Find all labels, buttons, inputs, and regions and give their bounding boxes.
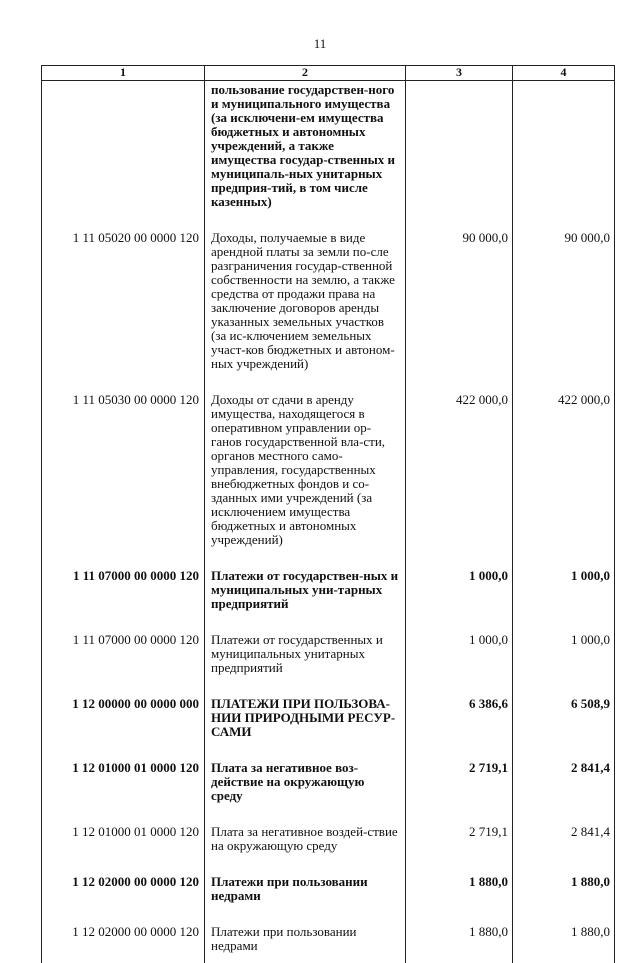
row-value-1: 1 880,0 [406, 853, 513, 903]
header-row [42, 66, 615, 81]
table-row [42, 371, 615, 547]
row-code: 1 12 02000 00 0000 120 [42, 853, 205, 903]
row-value-1: 1 880,0 [406, 903, 513, 963]
row-value-2: 422 000,0 [513, 371, 615, 547]
table-row [42, 209, 615, 371]
row-value-2: 1 880,0 [513, 903, 615, 963]
row-name: Платежи при пользовании недрами [205, 853, 406, 903]
row-value-2: 90 000,0 [513, 209, 615, 371]
table-row [42, 803, 615, 853]
row-value-2: 6 508,9 [513, 675, 615, 739]
row-value-2: 2 841,4 [513, 803, 615, 853]
row-value-1: 6 386,6 [406, 675, 513, 739]
row-value-2 [513, 81, 615, 210]
row-code: 1 12 01000 01 0000 120 [42, 803, 205, 853]
row-code: 1 11 07000 00 0000 120 [42, 547, 205, 611]
row-value-1: 422 000,0 [406, 371, 513, 547]
row-value-1: 2 719,1 [406, 739, 513, 803]
row-code: 1 11 07000 00 0000 120 [42, 611, 205, 675]
table-body [42, 81, 615, 963]
table-row [42, 611, 615, 675]
row-value-2: 1 880,0 [513, 853, 615, 903]
row-code: 1 12 00000 00 0000 000 [42, 675, 205, 739]
column-header-4: 4 [513, 66, 615, 81]
row-value-2: 1 000,0 [513, 611, 615, 675]
row-name: Платежи от государственных и муниципальных унитарных предприятий [205, 611, 406, 675]
row-value-2: 1 000,0 [513, 547, 615, 611]
row-code: 1 12 01000 01 0000 120 [42, 739, 205, 803]
row-code: 1 11 05030 00 0000 120 [42, 371, 205, 547]
row-code [42, 81, 205, 210]
table-row [42, 675, 615, 739]
table-row [42, 547, 615, 611]
table-row [42, 739, 615, 803]
row-name: Плата за негативное воздей-ствие на окружающую среду [205, 803, 406, 853]
row-name: Платежи при пользовании недрами [205, 903, 406, 963]
column-header-3: 3 [406, 66, 513, 81]
column-header-1: 1 [42, 66, 205, 81]
row-code: 1 12 02000 00 0000 120 [42, 903, 205, 963]
page-number: 11 [0, 36, 640, 52]
table-row [42, 903, 615, 963]
row-value-1: 90 000,0 [406, 209, 513, 371]
row-name: ПЛАТЕЖИ ПРИ ПОЛЬЗОВА-НИИ ПРИРОДНЫМИ РЕСУР-САМИ [205, 675, 406, 739]
row-name: пользование государствен-ного и муниципального имущества (за исключени-ем имущества бюджетных и автономных учреждений, а также имущества государ-ственных и муниципаль-ных унитарных предприя-тий, в том числе казенных) [205, 81, 406, 210]
table-header [42, 66, 615, 81]
row-value-1: 1 000,0 [406, 547, 513, 611]
row-name: Платежи от государствен-ных и муниципальных уни-тарных предприятий [205, 547, 406, 611]
row-code: 1 11 05020 00 0000 120 [42, 209, 205, 371]
row-value-1: 1 000,0 [406, 611, 513, 675]
row-value-2: 2 841,4 [513, 739, 615, 803]
budget-table [41, 65, 615, 963]
row-name: Плата за негативное воз-действие на окружающую среду [205, 739, 406, 803]
row-name: Доходы от сдачи в аренду имущества, находящегося в оперативном управлении ор-ганов государственной вла-сти, органов местного само-управления, государственных внебюджетных фондов и со-зданных ими учреждений (за исключением имущества бюджетных и автономных учреждений) [205, 371, 406, 547]
row-name: Доходы, получаемые в виде арендной платы за земли по-сле разграничения государ-ственной собственности на землю, а также средства от продажи права на заключение договоров аренды указанных земельных участков (за ис-ключением земельных участ-ков бюджетных и автоном-ных учреждений) [205, 209, 406, 371]
row-value-1 [406, 81, 513, 210]
table-row [42, 81, 615, 210]
row-value-1: 2 719,1 [406, 803, 513, 853]
table-row [42, 853, 615, 903]
column-header-2: 2 [205, 66, 406, 81]
